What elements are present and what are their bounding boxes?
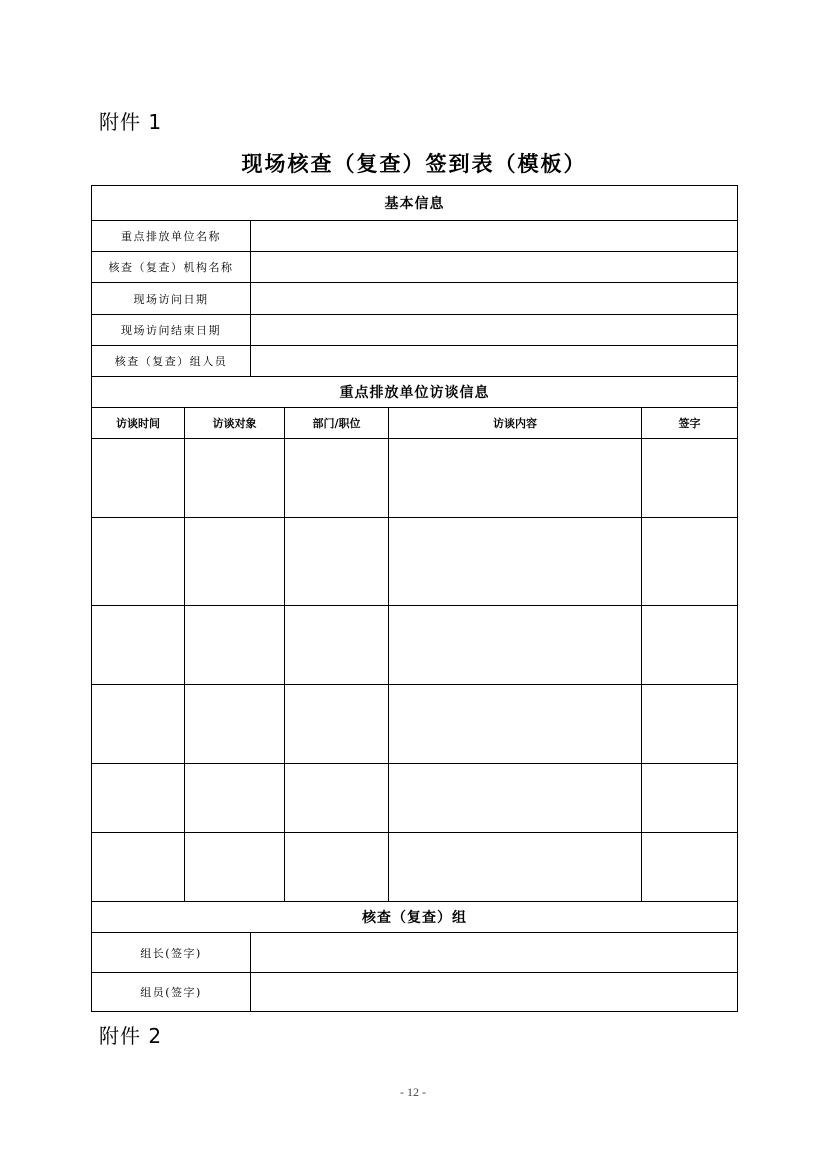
department-cell[interactable] — [285, 685, 389, 764]
basic-info-row — [92, 221, 738, 252]
interview-section-row — [92, 377, 738, 408]
signature-cell[interactable] — [642, 833, 738, 902]
basic-info-heading: 基本信息 — [92, 186, 738, 221]
field-label: 重点排放单位名称 — [92, 221, 251, 252]
interviewee-cell[interactable] — [185, 764, 285, 833]
table-row — [92, 518, 738, 606]
basic-info-row — [92, 283, 738, 315]
team-row — [92, 933, 738, 973]
department-cell[interactable] — [285, 518, 389, 606]
column-header-time: 访谈时间 — [92, 408, 185, 439]
team-row — [92, 973, 738, 1012]
department-cell[interactable] — [285, 833, 389, 902]
field-label: 现场访问日期 — [92, 283, 251, 315]
interviewee-cell[interactable] — [185, 606, 285, 685]
interview-time-cell[interactable] — [92, 439, 185, 518]
content-cell[interactable] — [389, 833, 642, 902]
interview-time-cell[interactable] — [92, 764, 185, 833]
attachment-2-label: 附件 2 — [99, 1024, 163, 1048]
basic-info-section-row — [92, 186, 738, 221]
field-value-cell[interactable] — [251, 283, 738, 315]
basic-info-row — [92, 346, 738, 377]
field-value-cell[interactable] — [251, 221, 738, 252]
interview-time-cell[interactable] — [92, 833, 185, 902]
form-title: 现场核查（复查）签到表（模板） — [241, 151, 587, 176]
content-cell[interactable] — [389, 518, 642, 606]
signature-cell[interactable] — [642, 606, 738, 685]
interview-heading: 重点排放单位访谈信息 — [92, 377, 738, 408]
department-cell[interactable] — [285, 439, 389, 518]
field-value-cell[interactable] — [251, 252, 738, 283]
interview-time-cell[interactable] — [92, 685, 185, 764]
interviewee-cell[interactable] — [185, 518, 285, 606]
sign-in-table — [91, 185, 738, 1012]
table-row — [92, 685, 738, 764]
team-leader-label: 组长(签字) — [92, 933, 251, 973]
basic-info-row — [92, 315, 738, 346]
column-header-department: 部门/职位 — [285, 408, 389, 439]
field-value-cell[interactable] — [251, 346, 738, 377]
content-cell[interactable] — [389, 439, 642, 518]
column-header-content: 访谈内容 — [389, 408, 642, 439]
team-leader-signature-cell[interactable] — [251, 933, 738, 973]
table-row — [92, 833, 738, 902]
field-label: 核查（复查）机构名称 — [92, 252, 251, 283]
team-section-row — [92, 902, 738, 933]
page-number: - 12 - — [400, 1085, 426, 1099]
field-label: 现场访问结束日期 — [92, 315, 251, 346]
interview-time-cell[interactable] — [92, 518, 185, 606]
attachment-1-label: 附件 1 — [99, 110, 163, 134]
team-member-signature-cell[interactable] — [251, 973, 738, 1012]
signature-cell[interactable] — [642, 764, 738, 833]
column-header-signature: 签字 — [642, 408, 738, 439]
table-row — [92, 606, 738, 685]
interview-time-cell[interactable] — [92, 606, 185, 685]
content-cell[interactable] — [389, 606, 642, 685]
signature-cell[interactable] — [642, 518, 738, 606]
content-cell[interactable] — [389, 764, 642, 833]
basic-info-row — [92, 252, 738, 283]
department-cell[interactable] — [285, 764, 389, 833]
field-value-cell[interactable] — [251, 315, 738, 346]
column-header-interviewee: 访谈对象 — [185, 408, 285, 439]
interview-header-row — [92, 408, 738, 439]
table-row — [92, 764, 738, 833]
table-row — [92, 439, 738, 518]
interviewee-cell[interactable] — [185, 439, 285, 518]
content-cell[interactable] — [389, 685, 642, 764]
signature-cell[interactable] — [642, 685, 738, 764]
field-label: 核查（复查）组人员 — [92, 346, 251, 377]
team-heading: 核查（复查）组 — [92, 902, 738, 933]
interviewee-cell[interactable] — [185, 833, 285, 902]
team-member-label: 组员(签字) — [92, 973, 251, 1012]
department-cell[interactable] — [285, 606, 389, 685]
interviewee-cell[interactable] — [185, 685, 285, 764]
signature-cell[interactable] — [642, 439, 738, 518]
